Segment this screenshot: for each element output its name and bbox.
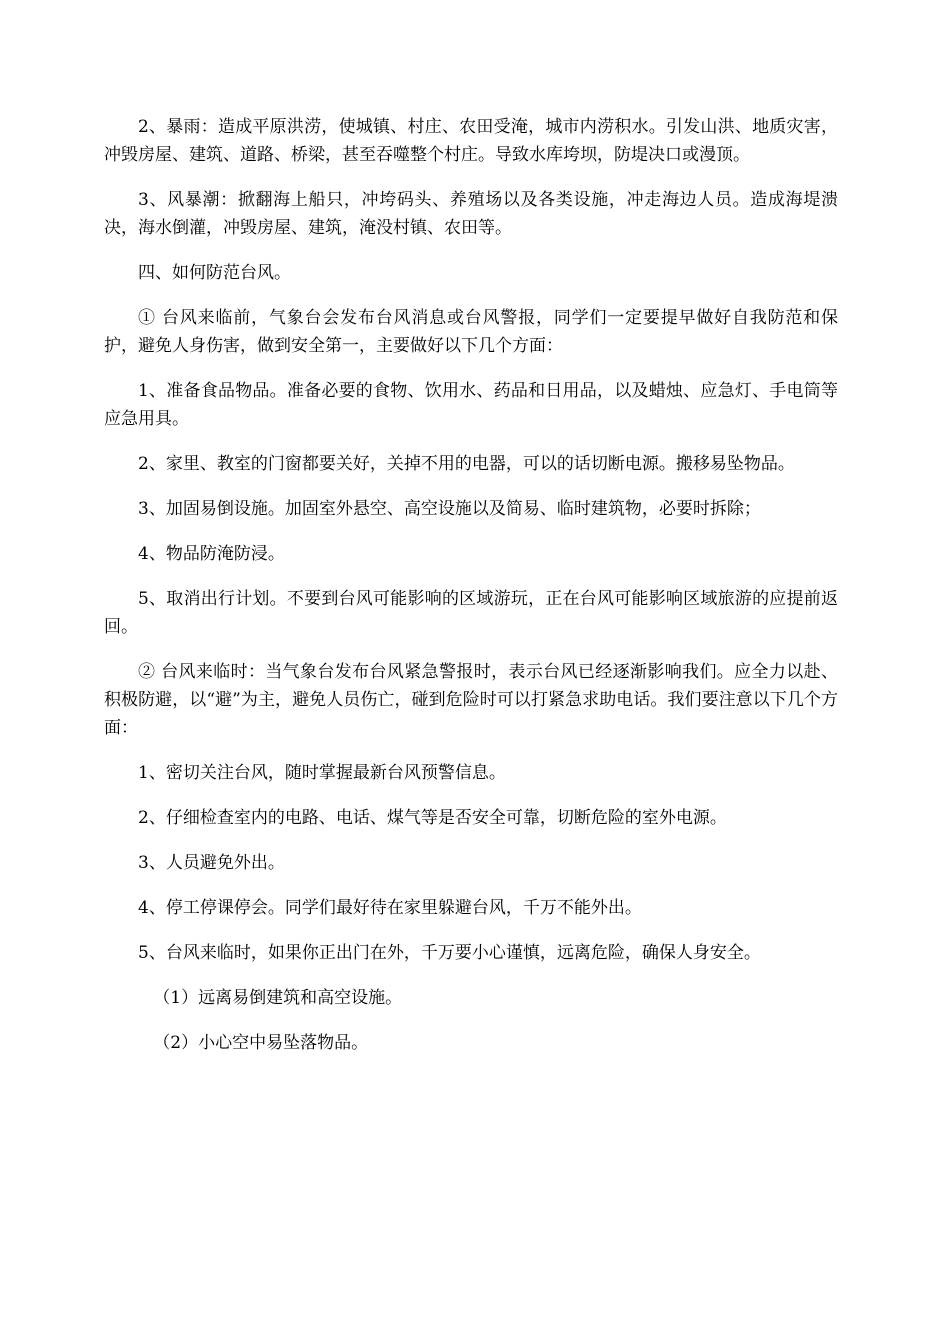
list-item-flood-protection: 4、物品防淹防浸。 — [138, 544, 285, 564]
list-item-reinforce-facilities: 3、加固易倒设施。加固室外悬空、高空设施以及简易、临时建筑物，必要时拆除； — [138, 499, 761, 519]
paragraph-during-typhoon: ② 台风来临时：当气象台发布台风紧急警报时，表示台风已经逐渐影响我们。应全力以赴、积极防避，以“避”为主，避免人员伤亡，碰到危险时可以打紧急求助电话。我们要注意以下几个方面： — [104, 662, 838, 738]
list-item-cancel-travel: 5、取消出行计划。不要到台风可能影响的区域游玩，正在台风可能影响区域旅游的应提前返回。 — [104, 589, 838, 637]
list-item-close-windows: 2、家里、教室的门窗都要关好，关掉不用的电器，可以的话切断电源。搬移易坠物品。 — [138, 454, 795, 474]
section-heading-prevention: 四、如何防范台风。 — [138, 263, 291, 283]
sub-item-falling-objects: （2）小心空中易坠落物品。 — [153, 1033, 369, 1053]
document-body — [104, 113, 838, 1074]
list-item-check-utilities: 2、仔细检查室内的电路、电话、煤气等是否安全可靠，切断危险的室外电源。 — [138, 808, 727, 828]
paragraph-rainstorm: 2、暴雨：造成平原洪涝，使城镇、村庄、农田受淹，城市内涝积水。引发山洪、地质灾害，冲毁房屋、建筑、道路、桥梁，甚至吞噬整个村庄。导致水库垮坝，防堤决口或漫顶。 — [104, 117, 838, 165]
list-item-prepare-supplies: 1、准备食品物品。准备必要的食物、饮用水、药品和日用品，以及蜡烛、应急灯、手电筒等应急用具。 — [104, 381, 838, 429]
paragraph-storm-surge: 3、风暴潮：掀翻海上船只，冲垮码头、养殖场以及各类设施，冲走海边人员。造成海堤溃决，海水倒灌，冲毁房屋、建筑，淹没村镇、农田等。 — [104, 190, 838, 238]
paragraph-before-typhoon: ① 台风来临前，气象台会发布台风消息或台风警报，同学们一定要提早做好自我防范和保护，避免人身伤害，做到安全第一，主要做好以下几个方面： — [104, 308, 838, 356]
list-item-outdoor-safety: 5、台风来临时，如果你正出门在外，千万要小心谨慎，远离危险，确保人身安全。 — [138, 943, 761, 963]
list-item-suspend-classes: 4、停工停课停会。同学们最好待在家里躲避台风，千万不能外出。 — [138, 898, 642, 918]
list-item-monitor-typhoon: 1、密切关注台风，随时掌握最新台风预警信息。 — [138, 763, 506, 783]
list-item-avoid-going-out: 3、人员避免外出。 — [138, 853, 285, 873]
sub-item-avoid-buildings: （1）远离易倒建筑和高空设施。 — [153, 988, 403, 1008]
